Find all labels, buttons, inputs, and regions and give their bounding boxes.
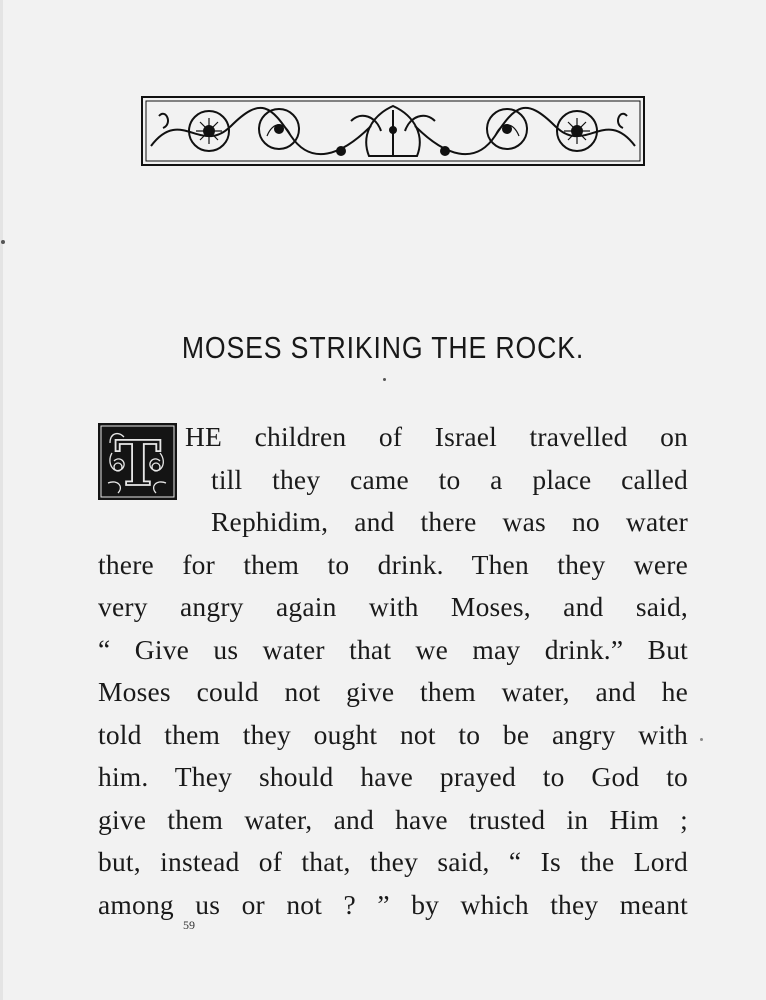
body-line: there for them to drink. Then they were	[98, 548, 688, 580]
body-line: “ Give us water that we may drink.” But	[98, 633, 688, 665]
floral-headpiece-icon	[141, 96, 645, 166]
page-edge	[0, 0, 3, 1000]
paper-speck	[700, 738, 703, 741]
body-line: give them water, and have trusted in Him ;	[98, 803, 688, 835]
body-line: very angry again with Moses, and said,	[98, 591, 688, 622]
body-line: Rephidim, and there was no water	[211, 506, 688, 537]
body-line: told them they ought not to be angry with	[98, 718, 688, 750]
body-line: Moses could not give them water, and he	[98, 676, 688, 707]
paper-speck	[1, 240, 5, 244]
body-line: him. They should have prayed to God to	[98, 761, 688, 792]
body-line: among us or not ? ” by which they meant	[98, 888, 688, 920]
body-line: but, instead of that, they said, “ Is the Lord	[98, 846, 688, 877]
dropcap-letter: T	[114, 427, 162, 500]
body-text	[98, 416, 688, 926]
page-title: MOSES STRIKING THE ROCK.	[181, 330, 585, 365]
body-line: HE children of Israel travelled on	[185, 421, 688, 452]
body-line: till they came to a place called	[211, 463, 688, 495]
page-number: 59	[183, 918, 195, 932]
paper-speck	[383, 378, 386, 381]
